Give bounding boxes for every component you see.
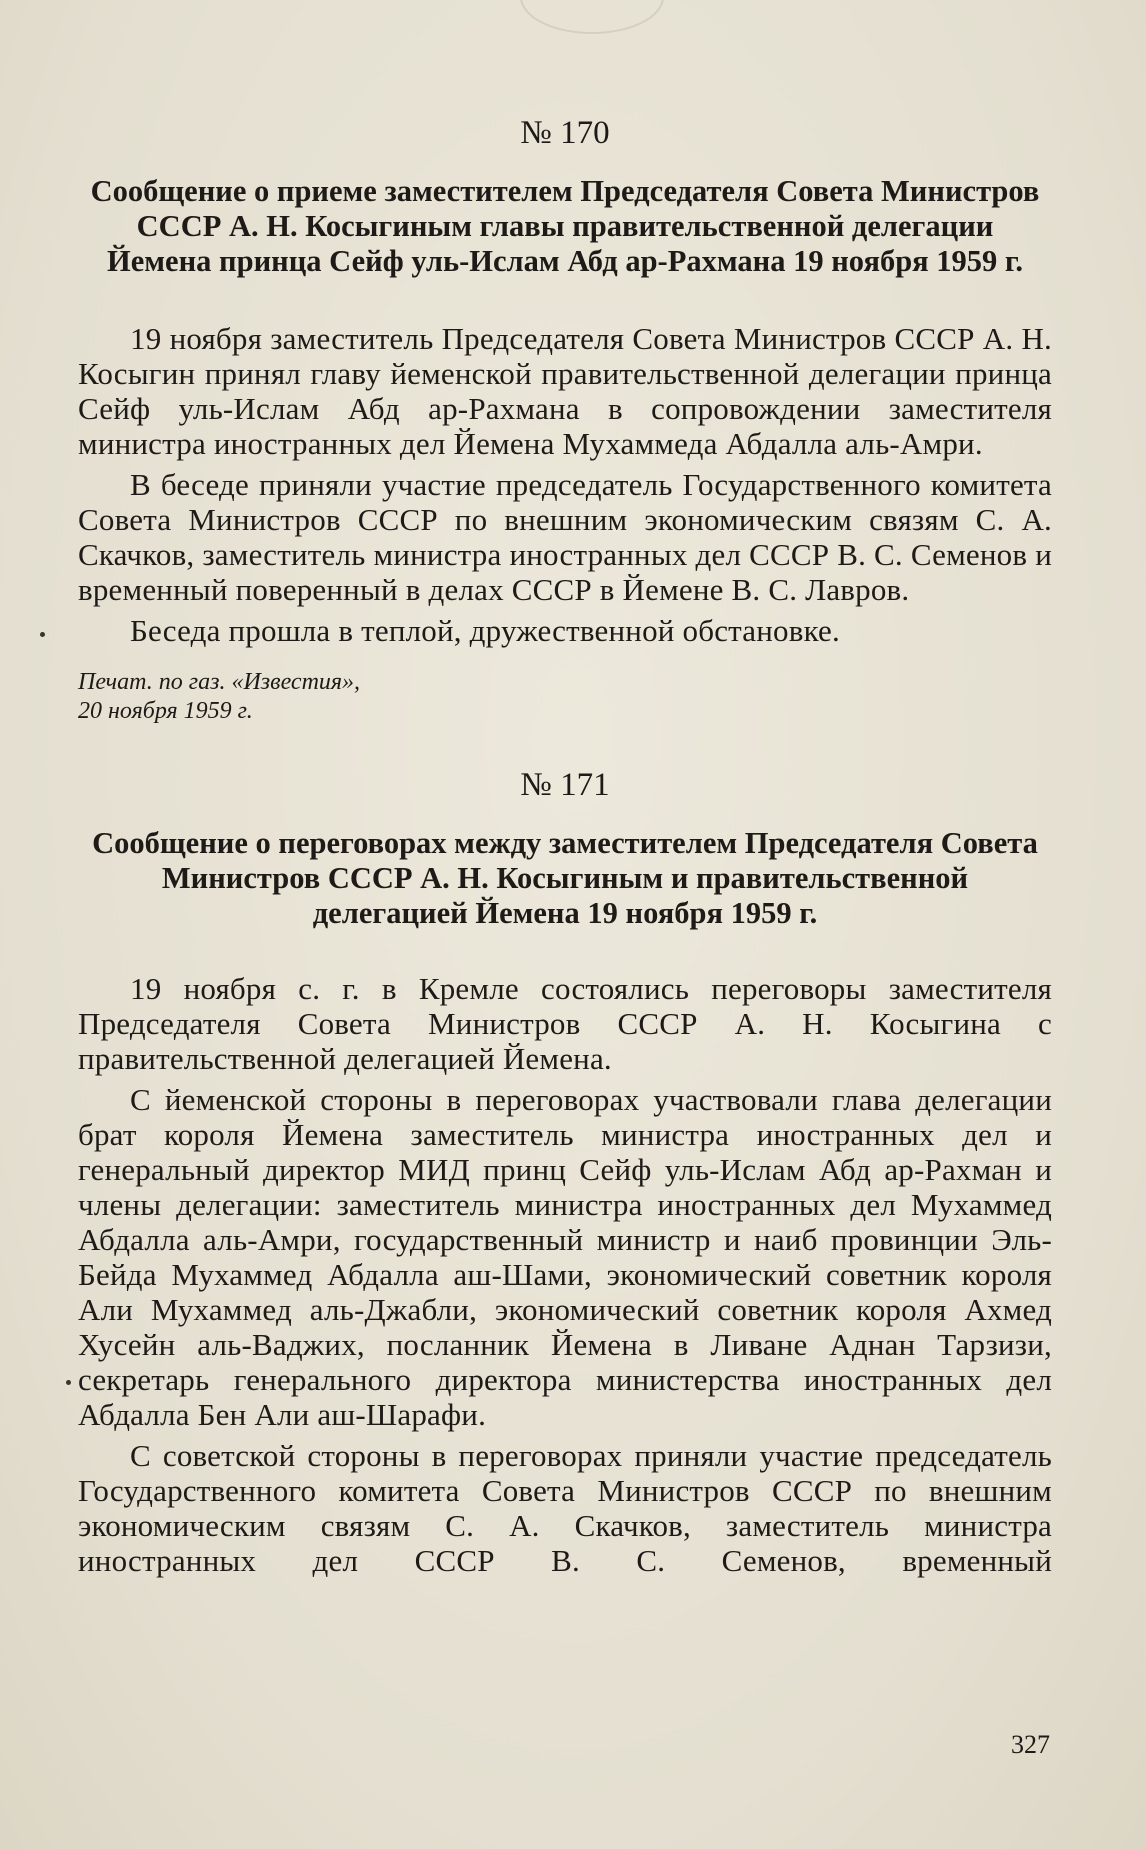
- source-citation-line2: 20 ноября 1959 г.: [78, 698, 253, 724]
- margin-speck: [40, 632, 45, 637]
- margin-speck: [66, 1380, 71, 1385]
- faint-stamp-mark: [520, 0, 664, 34]
- document-title-171: Сообщение о переговорах между заместителем Председателя Совета Министров СССР А. Н. Косыгиным и правительственной делегацией Йемена 19 ноября 1959 г.: [92, 826, 1038, 930]
- document-title-170: Сообщение о приеме заместителем Председателя Совета Министров СССР А. Н. Косыгиным главы правительственной делегации Йемена принца Сейф уль-Ислам Абд ар-Рахмана 19 ноября 1959 г.: [90, 174, 1040, 278]
- document-number-170: № 170: [520, 115, 610, 151]
- doc170-paragraph: Беседа прошла в теплой, дружественной обстановке.: [130, 613, 840, 648]
- document-number-171: № 171: [520, 767, 610, 803]
- page-number: 327: [1011, 1730, 1050, 1759]
- doc171-paragraph: 19 ноября с. г. в Кремле состоялись переговоры заместителя Председателя Совета Министров СССР А. Н. Косыгина с правительственной делегацией Йемена.: [78, 971, 1052, 1076]
- doc170-paragraph: 19 ноября заместитель Председателя Совета Министров СССР А. Н. Косыгин принял главу йеменской правительственной делегации принца Сейф уль-Ислам Абд ар-Рахмана в сопровождении заместителя министра иностранных дел Йемена Мухаммеда Абдалла аль-Амри.: [78, 321, 1052, 461]
- doc171-paragraph: С йеменской стороны в переговорах участвовали глава делегации брат короля Йемена заместитель министра иностранных дел и генеральный директор МИД принц Сейф уль-Ислам Абд ар-Рахман и члены делегации: заместитель министра иностранных дел Мухаммед Абдалла аль-Амри, государственный министр и наиб провинции Эль-Бейда Мухаммед Абдалла аш-Шами, экономический советник короля Али Мухаммед аль-Джабли, экономический советник короля Ахмед Хусейн аль-Ваджих, посланник Йемена в Ливане Аднан Тарзизи, секретарь генерального директора министерства иностранных дел Абдалла Бен Али аш-Шарафи.: [78, 1082, 1052, 1432]
- doc171-paragraph: С советской стороны в переговорах приняли участие председатель Государственного комитета Совета Министров СССР по внешним экономическим связям С. А. Скачков, заместитель министра иностранных дел СССР В. С. Семенов, временный: [78, 1438, 1052, 1578]
- doc170-paragraph: В беседе приняли участие председатель Государственного комитета Совета Министров СССР по внешним экономическим связям С. А. Скачков, заместитель министра иностранных дел СССР В. С. Семенов и временный поверенный в делах СССР в Йемене В. С. Лавров.: [78, 467, 1052, 607]
- source-citation-line1: Печат. по газ. «Известия»,: [78, 669, 361, 695]
- text-column: [78, 108, 1052, 1578]
